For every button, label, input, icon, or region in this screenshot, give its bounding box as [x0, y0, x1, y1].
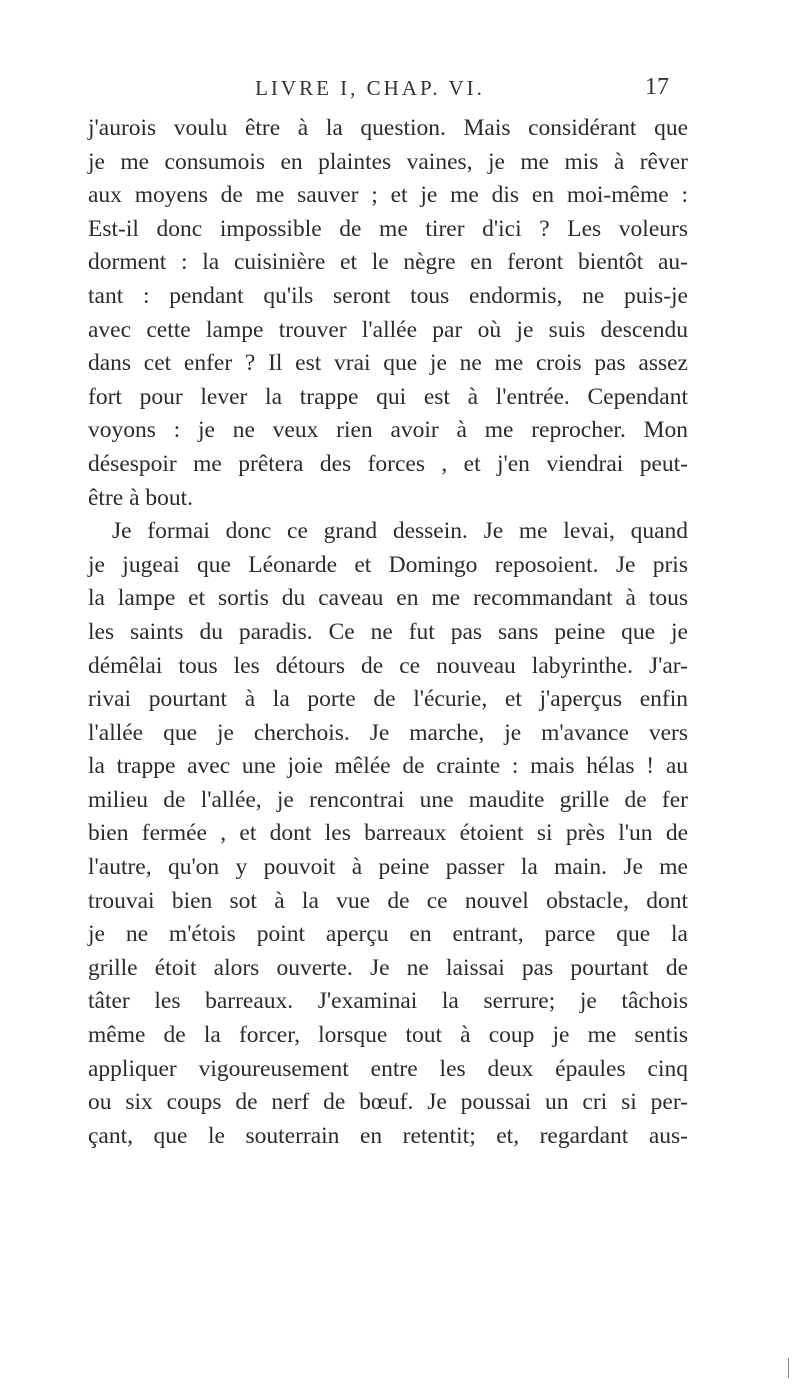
text-line: trouvai bien sot à la vue de ce nouvel obstacle, dont [88, 887, 688, 914]
paragraph-start-line: Je formai donc ce grand dessein. Je me levai, quand [112, 518, 688, 545]
text-line: rivai pourtant à la porte de l'écurie, et j'aperçus enfin [88, 686, 688, 713]
text-line: l'autre, qu'on y pouvoit à peine passer la main. Je me [88, 854, 688, 881]
text-line: aux moyens de me sauver ; et je me dis en moi-même : [88, 182, 688, 209]
text-line: bien fermée , et dont les barreaux étoient si près l'un de [88, 820, 688, 847]
text-line: être à bout. [88, 484, 194, 511]
text-line: appliquer vigoureusement entre les deux épaules cinq [88, 1055, 688, 1082]
text-line: milieu de l'allée, je rencontrai une maudite grille de fer [88, 786, 688, 813]
body-text [88, 112, 688, 1153]
text-line: ou six coups de nerf de bœuf. Je poussai un cri si per- [88, 1089, 688, 1116]
text-line: je jugeai que Léonarde et Domingo reposoient. Je pris [88, 551, 688, 578]
text-line: avec cette lampe trouver l'allée par où je suis descendu [88, 316, 688, 343]
text-line: fort pour lever la trappe qui est à l'entrée. Cependant [88, 383, 688, 410]
scan-mark [788, 1358, 789, 1378]
running-head: LIVRE I, CHAP. VI. [255, 76, 485, 100]
text-line: tâter les barreaux. J'examinai la serrure; je tâchois [88, 988, 688, 1015]
text-line: dorment : la cuisinière et le nègre en feront bientôt au- [88, 249, 688, 276]
text-line: voyons : je ne veux rien avoir à me reprocher. Mon [88, 417, 688, 444]
text-line: tant : pendant qu'ils seront tous endormis, ne puis-je [88, 282, 688, 309]
text-line: les saints du paradis. Ce ne fut pas sans peine que je [88, 618, 688, 645]
text-line: Est-il donc impossible de me tirer d'ici ? Les voleurs [88, 215, 688, 242]
text-line: désespoir me prêtera des forces , et j'en viendrai peut- [88, 450, 688, 477]
text-line: je ne m'étois point aperçu en entrant, parce que la [88, 921, 688, 948]
text-line: démêlai tous les détours de ce nouveau labyrinthe. J'ar- [88, 652, 688, 679]
text-line: j'aurois voulu être à la question. Mais considérant que [88, 115, 688, 141]
text-line: la trappe avec une joie mêlée de crainte : mais hélas ! au [88, 753, 688, 780]
text-line: même de la forcer, lorsque tout à coup je me sentis [88, 1022, 688, 1049]
text-line: l'allée que je cherchois. Je marche, je m'avance vers [88, 719, 688, 746]
text-line: dans cet enfer ? Il est vrai que je ne me crois pas assez [88, 350, 688, 377]
text-line: je me consumois en plaintes vaines, je me mis à rêver [88, 148, 688, 175]
page-number: 17 [645, 74, 669, 100]
text-line: çant, que le souterrain en retentit; et, regardant aus- [88, 1122, 688, 1149]
text-line: la lampe et sortis du caveau en me recommandant à tous [88, 585, 688, 612]
text-line: grille étoit alors ouverte. Je ne laissai pas pourtant de [88, 954, 688, 981]
